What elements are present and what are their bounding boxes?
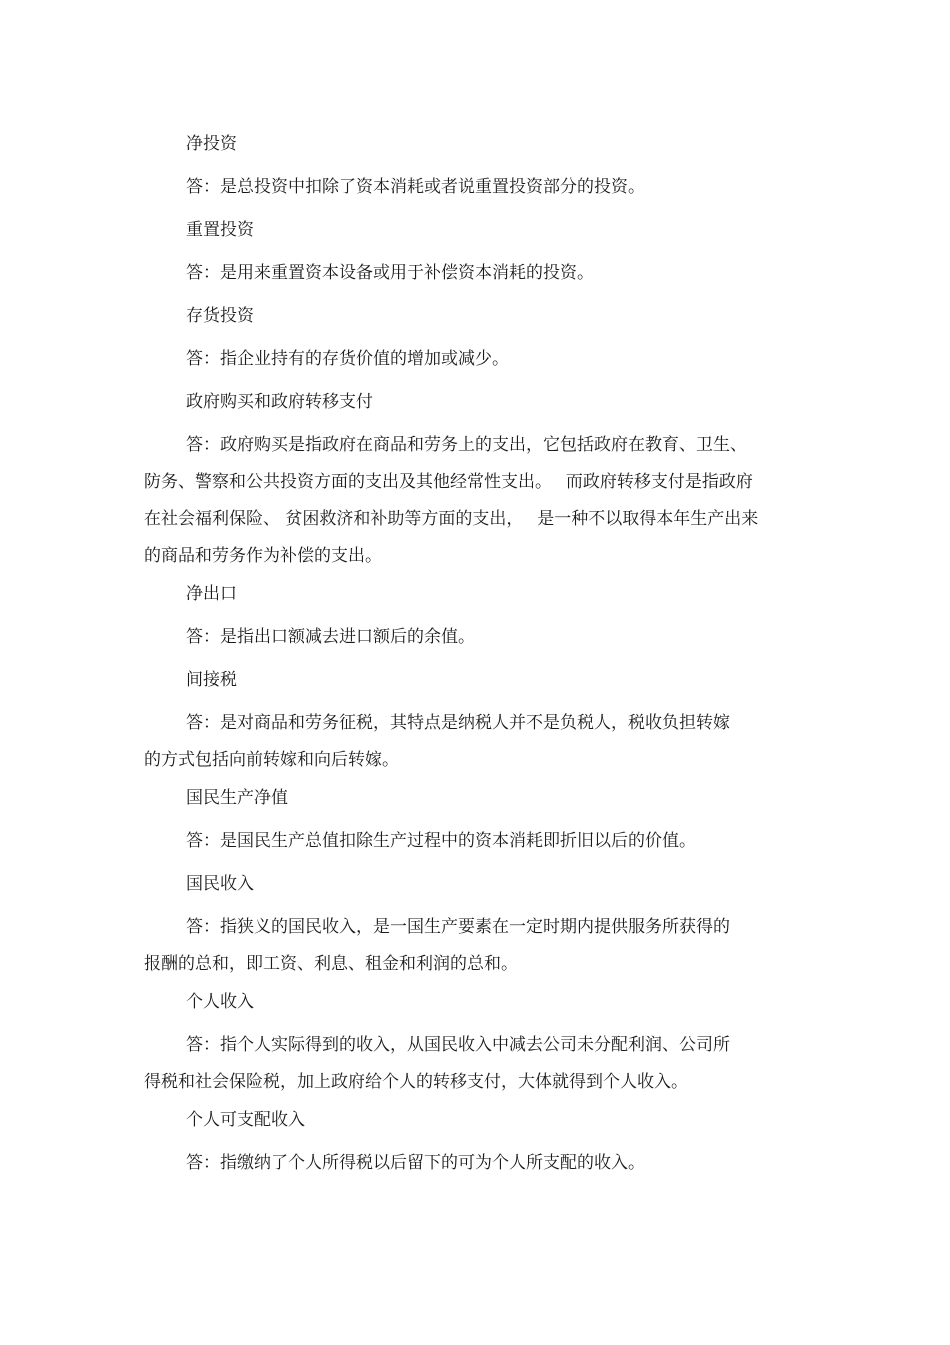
answer-paragraph <box>144 173 804 201</box>
answer-line: 答：是指出口额减去进口额后的余值。 <box>186 627 475 647</box>
term-heading: 净出口 <box>186 584 237 604</box>
answer-line: 的商品和劳务作为补偿的支出。 <box>144 546 382 566</box>
term-heading: 国民生产净值 <box>186 788 288 808</box>
term-heading: 国民收入 <box>186 874 254 894</box>
term-heading: 重置投资 <box>186 220 254 240</box>
answer-paragraph <box>144 705 804 779</box>
glossary-content <box>144 130 804 1192</box>
term-heading: 政府购买和政府转移支付 <box>186 392 373 412</box>
answer-paragraph <box>144 259 804 287</box>
answer-line: 的方式包括向前转嫁和向后转嫁。 <box>144 750 399 770</box>
answer-line: 答：指企业持有的存货价值的增加或减少。 <box>186 349 509 369</box>
answer-line: 报酬的总和，即工资、利息、租金和利润的总和。 <box>144 954 518 974</box>
term-heading: 净投资 <box>186 134 237 154</box>
term-heading: 间接税 <box>186 670 237 690</box>
term-heading: 个人收入 <box>186 992 254 1012</box>
answer-line: 答：指个人实际得到的收入，从国民收入中减去公司未分配利润、公司所 <box>186 1035 730 1055</box>
answer-paragraph <box>144 345 804 373</box>
answer-paragraph <box>144 623 804 651</box>
answer-line: 在社会福利保险、 贫困救济和补助等方面的支出， 是一种不以取得本年生产出来 <box>144 509 759 529</box>
answer-paragraph <box>144 1027 804 1101</box>
answer-line: 答：是用来重置资本设备或用于补偿资本消耗的投资。 <box>186 263 594 283</box>
answer-line: 防务、警察和公共投资方面的支出及其他经常性支出。 而政府转移支付是指政府 <box>144 472 753 492</box>
answer-paragraph <box>144 827 804 855</box>
term-heading: 个人可支配收入 <box>186 1110 305 1130</box>
answer-line: 答：是对商品和劳务征税，其特点是纳税人并不是负税人，税收负担转嫁 <box>186 713 730 733</box>
answer-line: 答：指缴纳了个人所得税以后留下的可为个人所支配的收入。 <box>186 1153 645 1173</box>
answer-paragraph <box>144 1149 804 1177</box>
answer-line: 答：指狭义的国民收入，是一国生产要素在一定时期内提供服务所获得的 <box>186 917 730 937</box>
answer-paragraph <box>144 427 804 575</box>
answer-line: 得税和社会保险税，加上政府给个人的转移支付，大体就得到个人收入。 <box>144 1072 688 1092</box>
answer-line: 答：政府购买是指政府在商品和劳务上的支出，它包括政府在教育、卫生、 <box>186 435 747 455</box>
answer-line: 答：是总投资中扣除了资本消耗或者说重置投资部分的投资。 <box>186 177 645 197</box>
answer-line: 答：是国民生产总值扣除生产过程中的资本消耗即折旧以后的价值。 <box>186 831 696 851</box>
answer-paragraph <box>144 909 804 983</box>
term-heading: 存货投资 <box>186 306 254 326</box>
